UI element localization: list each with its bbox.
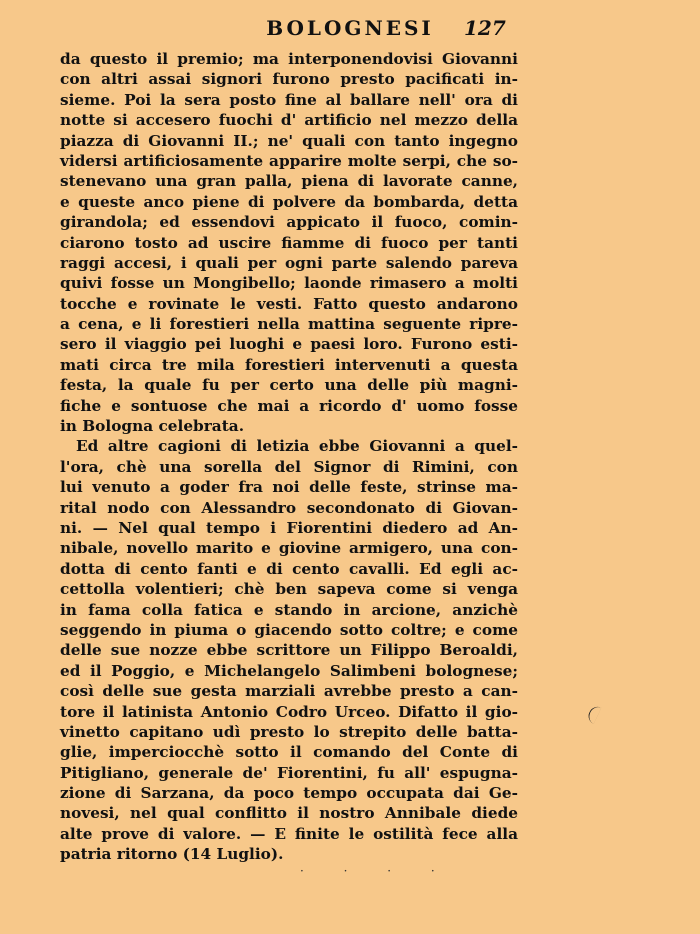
- text-line: alte prove di valore. — E finite le ostilità fece alla: [60, 824, 518, 843]
- text-line: così delle sue gesta marziali avrebbe presto a can-: [60, 682, 518, 701]
- text-line: festa, la quale fu per certo una delle più magni-: [60, 376, 518, 395]
- text-line: girandola; ed essendovi appicato il fuoco, comin-: [60, 213, 518, 232]
- text-line: seggendo in piuma o giacendo sotto coltre; e come: [60, 620, 518, 639]
- text-line: Pitigliano, generale de' Fiorentini, fu all' espugna-: [60, 763, 518, 782]
- running-head: [0, 12, 700, 42]
- text-line: in fama colla fatica e stando in arcione, anzichè: [60, 600, 518, 619]
- text-line: piazza di Giovanni II.; ne' quali con tanto ingegno: [60, 131, 518, 150]
- text-line: novesi, nel qual conflitto il nostro Annibale diede: [60, 804, 518, 823]
- text-line: a cena, e li forestieri nella mattina seguente ripre-: [60, 315, 518, 334]
- running-title: BOLOGNESI: [266, 16, 434, 40]
- text-line: ed il Poggio, e Michelangelo Salimbeni bolognese;: [60, 661, 518, 680]
- page-number: 127: [464, 16, 506, 40]
- text-line: da questo il premio; ma interponendovisi Giovanni: [60, 50, 518, 68]
- text-line: raggi accesi, i quali per ogni parte salendo pareva: [60, 253, 518, 272]
- text-line: quivi fosse un Mongibello; laonde rimasero a molti: [60, 274, 518, 293]
- text-line: vidersi artificiosamente apparire molte serpi, che so-: [60, 151, 518, 170]
- text-line: zione di Sarzana, da poco tempo occupata dai Ge-: [60, 784, 518, 803]
- text-line: con altri assai signori furono presto pacificati in-: [60, 70, 518, 89]
- text-line: dotta di cento fanti e di cento cavalli. Ed egli ac-: [60, 559, 518, 578]
- text-line: nibale, novello marito e giovine armigero, una con-: [60, 539, 518, 558]
- text-line: glie, imperciocchè sotto il comando del Conte di: [60, 743, 518, 762]
- text-line: ciarono tosto ad uscire fiamme di fuoco per tanti: [60, 233, 518, 252]
- text-line: l'ora, chè una sorella del Signor di Rimini, con: [60, 457, 518, 476]
- text-line: ni. — Nel qual tempo i Fiorentini diedero ad An-: [60, 518, 518, 537]
- text-line: tocche e rovinate le vesti. Fatto questo andarono: [60, 294, 518, 313]
- text-line: in Bologna celebrata.: [60, 417, 245, 436]
- margin-pencil-mark: [586, 704, 602, 724]
- text-line: sieme. Poi la sera posto fine al ballare nell' ora di: [60, 90, 518, 109]
- text-line: delle sue nozze ebbe scrittore un Filippo Beroaldi,: [60, 641, 518, 660]
- text-line: notte si accesero fuochi d' artificio nel mezzo della: [60, 111, 518, 130]
- text-line: mati circa tre mila forestieri intervenuti a questa: [60, 355, 518, 374]
- text-line: lui venuto a goder fra noi delle feste, strinse ma-: [60, 478, 518, 497]
- text-line: stenevano una gran palla, piena di lavorate canne,: [60, 172, 518, 191]
- text-line: cettolla volentieri; chè ben sapeva come si venga: [60, 580, 518, 599]
- text-line: fiche e sontuose che mai a ricordo d' uomo fosse: [60, 396, 518, 415]
- text-line: sero il viaggio pei luoghi e paesi loro. Furono esti-: [60, 335, 518, 354]
- body-text: [60, 49, 518, 865]
- text-line: e queste anco piene di polvere da bombarda, detta: [60, 192, 518, 211]
- text-line: Ed altre cagioni di letizia ebbe Giovanni a quel-: [76, 437, 518, 456]
- text-line: vinetto capitano udì presto lo strepito delle batta-: [60, 722, 518, 741]
- text-line: patria ritorno (14 Luglio).: [60, 845, 284, 864]
- text-line: tore il latinista Antonio Codro Urceo. Difatto il gio-: [60, 702, 518, 721]
- text-line: rital nodo con Alessandro secondonato di Giovan-: [60, 498, 518, 517]
- print-specks: · · · ·: [300, 864, 453, 878]
